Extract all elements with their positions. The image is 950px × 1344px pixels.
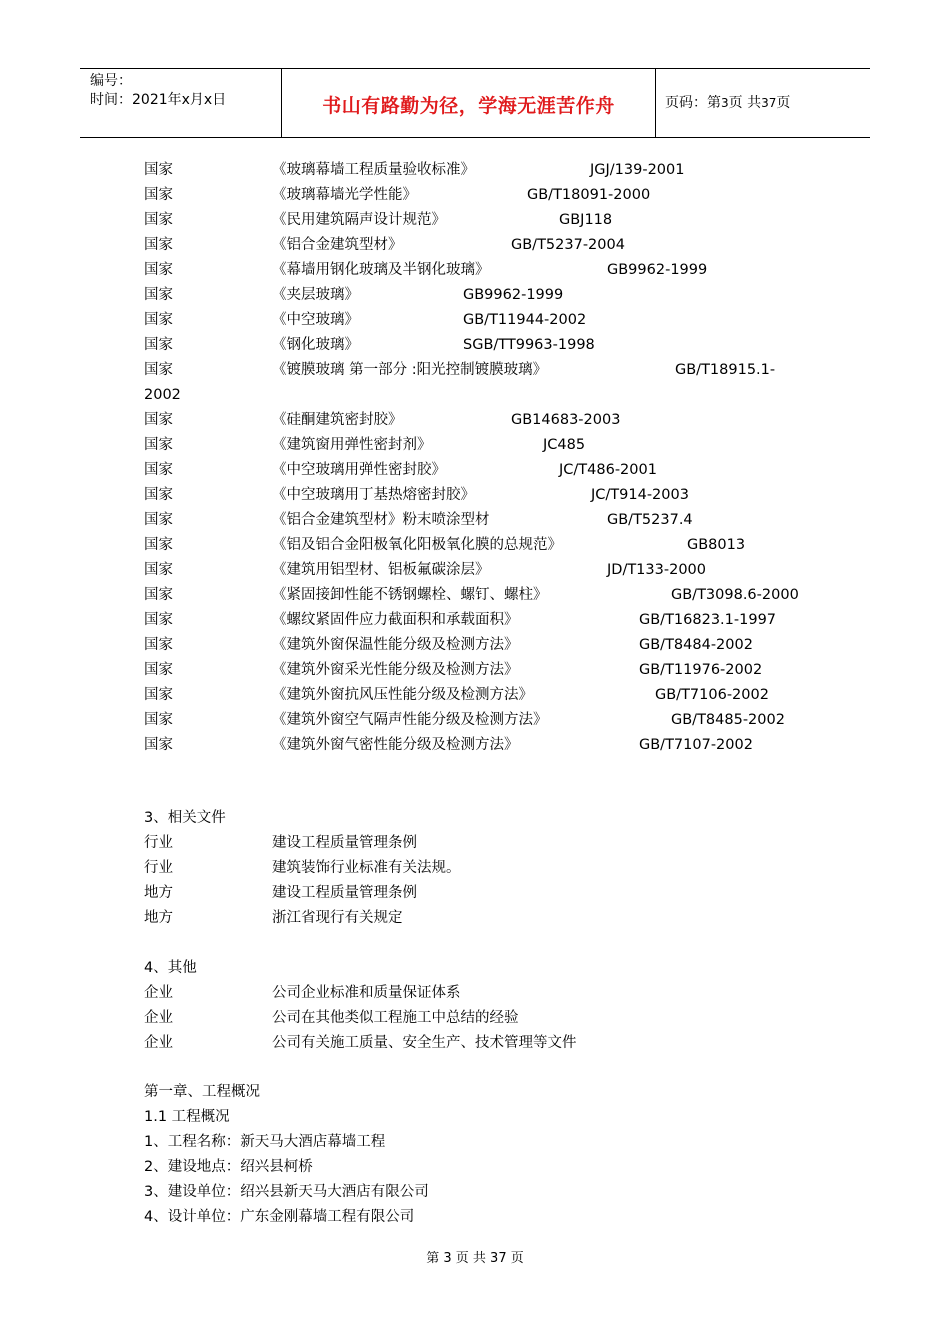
standard-code: GB/T7107-2002: [639, 737, 753, 753]
standard-category: 国家: [144, 412, 173, 428]
standard-category: 国家: [144, 587, 173, 603]
standard-name: 《玻璃幕墙工程质量验收标准》: [272, 162, 475, 178]
standard-code: SGB/TT9963-1998: [463, 337, 595, 353]
others-category: 企业: [144, 1035, 173, 1051]
standard-code: GB/T8484-2002: [639, 637, 753, 653]
related-category: 地方: [144, 910, 173, 926]
standard-category: 国家: [144, 612, 173, 628]
others-heading: 4、其他: [144, 960, 197, 976]
standard-category: 国家: [144, 687, 173, 703]
standard-name: 《中空玻璃用弹性密封胶》: [272, 462, 446, 478]
motto-cell: [281, 69, 656, 137]
standard-category: 国家: [144, 637, 173, 653]
standard-name: 《铝合金建筑型材》粉末喷涂型材: [272, 512, 490, 528]
standard-name: 《建筑外窗空气隔声性能分级及检测方法》: [272, 712, 548, 728]
related-category: 行业: [144, 835, 173, 851]
standard-category: 国家: [144, 337, 173, 353]
standard-category: 国家: [144, 262, 173, 278]
standard-code-wrap: 2002: [144, 387, 181, 403]
standard-code: GB/T5237.4: [607, 512, 693, 528]
standard-code: GB14683-2003: [511, 412, 621, 428]
standard-name: 《紧固接卸性能不锈钢螺栓、螺钉、螺柱》: [272, 587, 548, 603]
standard-code: GB/T7106-2002: [655, 687, 769, 703]
page-prefix: 页码：第: [665, 95, 721, 111]
related-text: 建筑装饰行业标准有关法规。: [272, 860, 461, 876]
others-text: 公司在其他类似工程施工中总结的经验: [272, 1010, 519, 1026]
related-text: 建设工程质量管理条例: [272, 885, 417, 901]
standard-name: 《螺纹紧固件应力截面积和承载面积》: [272, 612, 519, 628]
others-text: 公司企业标准和质量保证体系: [272, 985, 461, 1001]
page-suffix: 页: [776, 95, 791, 111]
standard-name: 《建筑外窗气密性能分级及检测方法》: [272, 737, 519, 753]
standard-code: JD/T133-2000: [607, 562, 706, 578]
standard-category: 国家: [144, 537, 173, 553]
standard-category: 国家: [144, 712, 173, 728]
standard-category: 国家: [144, 562, 173, 578]
standard-category: 国家: [144, 187, 173, 203]
standard-category: 国家: [144, 212, 173, 228]
standard-category: 国家: [144, 362, 173, 378]
standard-name: 《镀膜玻璃 第一部分 :阳光控制镀膜玻璃》: [272, 362, 548, 378]
related-category: 行业: [144, 860, 173, 876]
standard-name: 《建筑窗用弹性密封剂》: [272, 437, 432, 453]
page-current: 3: [721, 96, 729, 110]
standard-name: 《铝及铝合金阳极氧化阳极氧化膜的总规范》: [272, 537, 562, 553]
standard-code: GBJ118: [559, 212, 613, 228]
standard-category: 国家: [144, 737, 173, 753]
standard-name: 《玻璃幕墙光学性能》: [272, 187, 417, 203]
standard-name: 《建筑外窗采光性能分级及检测方法》: [272, 662, 519, 678]
standard-name: 《硅酮建筑密封胶》: [272, 412, 403, 428]
standard-name: 《中空玻璃用丁基热熔密封胶》: [272, 487, 475, 503]
standard-name: 《中空玻璃》: [272, 312, 359, 328]
standard-category: 国家: [144, 662, 173, 678]
standard-category: 国家: [144, 462, 173, 478]
page-total: 37: [761, 96, 777, 110]
standard-category: 国家: [144, 237, 173, 253]
standard-category: 国家: [144, 287, 173, 303]
standard-code: GB/T11976-2002: [639, 662, 763, 678]
standard-name: 《夹层玻璃》: [272, 287, 359, 303]
standard-name: 《建筑外窗抗风压性能分级及检测方法》: [272, 687, 533, 703]
standard-name: 《钢化玻璃》: [272, 337, 359, 353]
standard-category: 国家: [144, 512, 173, 528]
standard-code: GB/T16823.1-1997: [639, 612, 777, 628]
standard-code: GB/T3098.6-2000: [671, 587, 799, 603]
standard-category: 国家: [144, 487, 173, 503]
standard-code: GB/T8485-2002: [671, 712, 785, 728]
time-label: 时间：2021年x月x日: [90, 92, 227, 108]
standard-name: 《建筑用铝型材、铝板氟碳涂层》: [272, 562, 490, 578]
standard-name: 《幕墙用钢化玻璃及半钢化玻璃》: [272, 262, 490, 278]
standard-code: GB9962-1999: [607, 262, 708, 278]
related-text: 建设工程质量管理条例: [272, 835, 417, 851]
standard-code: GB/T18091-2000: [527, 187, 651, 203]
standard-code: JC485: [543, 437, 586, 453]
standard-code: GB/T5237-2004: [511, 237, 625, 253]
page-indicator: [665, 93, 790, 113]
standard-category: 国家: [144, 437, 173, 453]
page-header: [80, 68, 870, 138]
standard-code: JC/T914-2003: [591, 487, 689, 503]
overview-line: 3、建设单位：绍兴县新天马大酒店有限公司: [144, 1184, 429, 1200]
standard-code: GB8013: [687, 537, 746, 553]
overview-line: 2、建设地点：绍兴县柯桥: [144, 1159, 313, 1175]
others-category: 企业: [144, 1010, 173, 1026]
page-footer: 第 3 页 共 37 页: [426, 1251, 524, 1266]
code-label: 编号：: [90, 73, 132, 89]
standard-code: JGJ/139-2001: [590, 162, 685, 178]
related-heading: 3、相关文件: [144, 810, 226, 826]
page-mid: 页 共: [728, 95, 762, 111]
others-text: 公司有关施工质量、安全生产、技术管理等文件: [272, 1035, 577, 1051]
chapter-title: 第一章、工程概况: [144, 1084, 260, 1100]
standard-code: GB/T11944-2002: [463, 312, 587, 328]
overview-line: 1、工程名称：新天马大酒店幕墙工程: [144, 1134, 386, 1150]
standard-name: 《民用建筑隔声设计规范》: [272, 212, 446, 228]
standard-code: GB9962-1999: [463, 287, 564, 303]
related-category: 地方: [144, 885, 173, 901]
standard-name: 《铝合金建筑型材》: [272, 237, 403, 253]
others-category: 企业: [144, 985, 173, 1001]
standard-name: 《建筑外窗保温性能分级及检测方法》: [272, 637, 519, 653]
standard-code: JC/T486-2001: [559, 462, 657, 478]
standard-category: 国家: [144, 162, 173, 178]
related-text: 浙江省现行有关规定: [272, 910, 403, 926]
section-title: 1.1 工程概况: [144, 1109, 230, 1125]
standard-code: GB/T18915.1-: [675, 362, 776, 378]
standard-category: 国家: [144, 312, 173, 328]
motto: 书山有路勤为径，学海无涯苦作舟: [322, 95, 615, 117]
overview-line: 4、设计单位：广东金刚幕墙工程有限公司: [144, 1209, 415, 1225]
